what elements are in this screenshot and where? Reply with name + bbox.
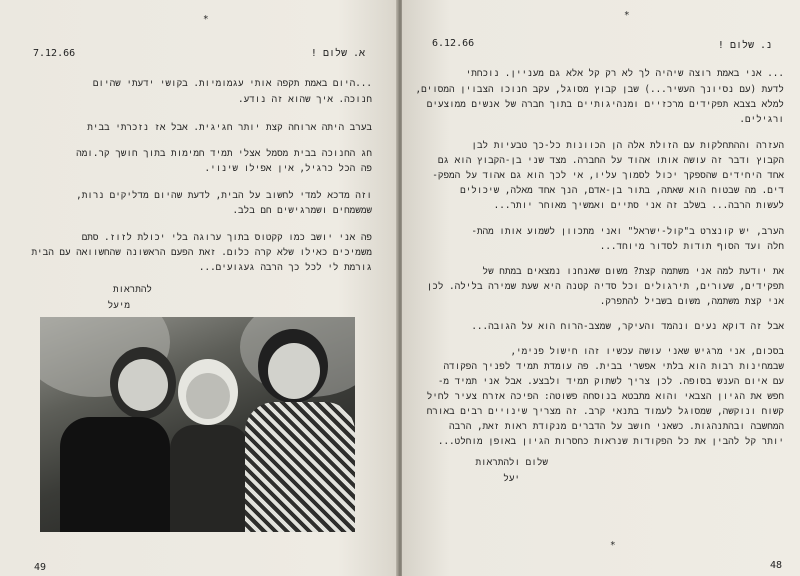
text-line: יותר קל להבין את כל הפקודות שנראות כחסרות הגיון באופן מוחלט... [437,436,784,447]
top-star: * [203,14,209,25]
text-line: את יודעת למה אני משתמה קצת? משום שאנחנו נמצאים במתח של [482,266,784,277]
text-line: הערב, יש קונצרט ב"קול-ישראל" ואני מתכוון לשמוע אותו מהת- [471,226,784,237]
text-line: משמיכים כאילו שלא קרה כלום. זאת הפעם הראשונה שהחשוואה עם הבית [31,247,372,258]
text-line: לעשות הרבה... בשלב זה אני סתיים ואמשיך מאוחר יותר... [493,200,784,211]
text-line: חג החנוכה בבית מסמל אצלי תמיד חמימות בתוך חושך קר.ומה [76,148,372,159]
text-line: ...היום באמת תקפה אותי עגמומיות. בקושי ידעתי שהיום [92,78,372,89]
text-line: אני קצת משתמה, משום בשביל להתפרק. [599,296,784,307]
text-line: אחד היחידים שהספקך יכול לסמוך עליו, אי לכך הוא גם אהוד על המפק- [432,170,784,181]
text-line: אבל זה דוקא נעים ונהמד והעיקר, שמצב-הרוח הוא על הגובה... [471,321,784,332]
sign-off: שלום ולהתראות [475,457,548,468]
right-page [402,0,800,576]
page-number: 48 [770,560,783,571]
bottom-star: * [610,540,616,551]
letter-date: 6.12.66 [432,38,475,49]
text-line: תפקידים, שעורים, תירגולים וכל סדיה קטנה היא שעת שמירה בלילה. לכן [426,281,784,292]
signature: מיעל [107,300,130,311]
text-line: שבמחינות רבות הוא בלתי אפשרי בבית. פה עומדת תמיד לפניך הפקודה [443,361,784,372]
letter-greeting: נ. שלום ! [717,40,772,51]
sign-off: להתראות [112,284,152,295]
text-line: בסכום, אני מרגיש שאני עושה עכשיו זהו חישול פנימי, [510,346,784,357]
text-line: פה אני יושב כמו קקטוס בתוך ערוגה בלי יכולת לזוז. סתם [81,232,372,243]
text-line: פה הכל כרגיל, אין אפילו שינוי. [204,163,372,174]
text-line: וזה מדכא למדי לחשוב על הבית, לדעת שהיום מדליקים נרות, [76,190,372,201]
text-line: למלא בצבא תפקידים מרכזיים ומנהיגותיים בתוך חברה של אנשים ממוצעים [426,99,784,110]
page-number: 49 [34,562,47,573]
text-line: חפש את הגיון הצבאי והוא מתבטא בנוסחה פשוטה: הפיכה אזרח צעיר לחיל [426,391,784,402]
text-line: ... אני באמת רוצה שיהיה לך לא רק קל אלא גם מעניין. נוכחתי [465,68,784,79]
left-page [0,0,398,576]
text-line: חנוכה. איך שהוא זה נודע. [237,94,372,105]
text-line: הקבוץ ודבר זה עושה אותו אהוד על החברה. מצד שני בן-הקבוץ הוא גם [437,155,784,166]
photo-three-young-men [40,317,355,532]
text-line: קשוח ונוקשה, שמסוגל לעמוד בתנאי קרב. זה מצריך שינויים רבים באורח [426,406,784,417]
text-line: גורמת לי לכל כך הרבה געגועים... [198,262,372,273]
letter-greeting: א. שלום ! [310,48,365,59]
text-line: דים. מה שבטוח הוא שאתה, בתור בן-אדם, הנך אחד מאלה, שיכולים [460,185,784,196]
top-star: * [624,10,630,21]
text-line: שמשמחים ושמרגישים חם בלב. [232,205,372,216]
text-line: עם איום הענש בסופה. לכן צריך לשתוק תמיד ולבצע. אבל אני תמיד מ- [437,376,784,387]
text-line: חלה ועד הסוף תודות לסדור מיוחד... [599,241,784,252]
text-line: בערב היתה ארוחה קצת יותר חגיגית. אבל אז נזכרתי בבית [87,122,372,133]
text-line: המחשבה ובהתנהגות. כשאני חושב על הדברים מנקודת ראות זאת, הרבה [449,421,784,432]
signature: יעל [503,473,520,484]
letter-date: 7.12.66 [33,48,76,59]
text-line: העזרה וההתחלקות עם הזולת אלה הן הכוונות כל-כך טבעיות לבן [471,140,784,151]
text-line: ורגילים. [739,114,784,125]
text-line: לדעת (עם נסיונך העשיר...) שבן קבוץ מסוגל, עקב חנוכו הצבוין המסוים, [415,84,784,95]
